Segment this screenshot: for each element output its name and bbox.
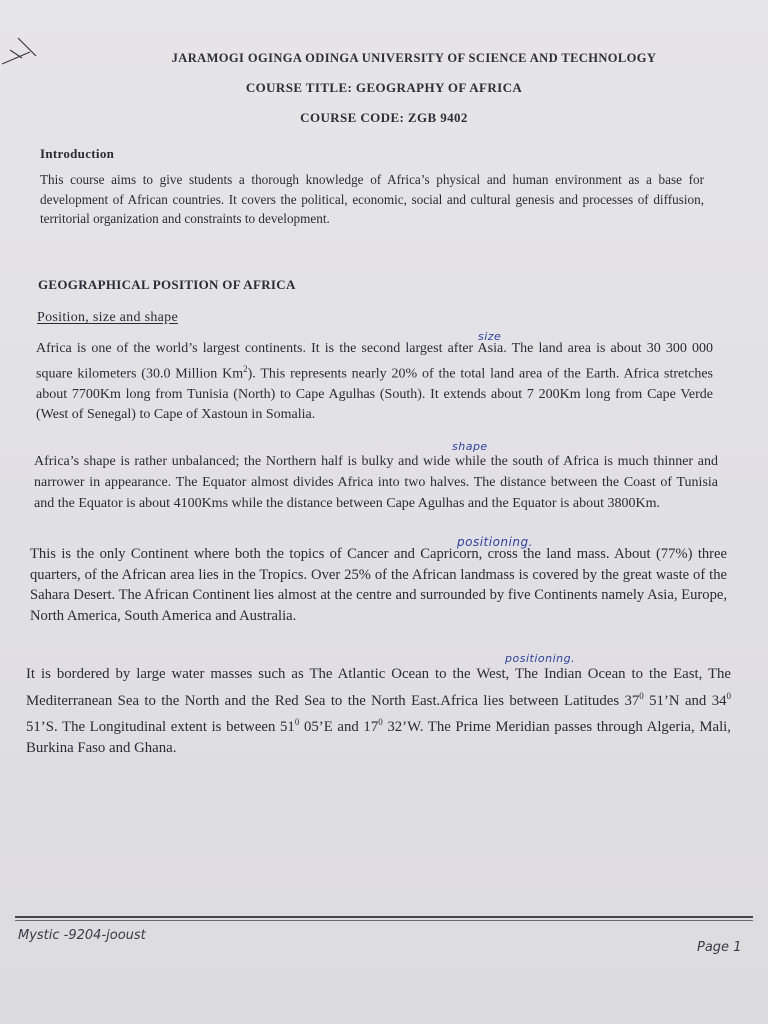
footer-rule: [15, 916, 753, 918]
p4-text-e: 32’W. The Prime Meridian passes through Algeria, Mali, Burkina Faso and Ghana.: [26, 718, 731, 757]
course-code: COURSE CODE: ZGB 9402: [300, 110, 468, 125]
p4-text-a: It is bordered by large water masses such as The Atlantic Ocean to the West, The Indian Ocean to the East, The Mediterranean Sea to the North and the Red Sea to the North East.Africa lies between Latitudes 37: [26, 666, 731, 709]
p4-text-b: 51’N and 34: [643, 692, 727, 709]
page-number: Page 1: [697, 940, 742, 955]
footer-author: Mystic -9204-jooust: [18, 928, 146, 943]
p4-text-d: 05’E and 17: [299, 718, 379, 735]
p1-text-a: Africa is one of the world’s largest continents. It is the second largest after Asia. The land area is about 30 300 000 square kilometers (30.0 Million Km: [36, 341, 713, 382]
handwritten-positioning-note: positioning.: [457, 535, 533, 549]
introduction-paragraph: This course aims to give students a thorough knowledge of Africa’s physical and human environment as a base for development of African countries. It covers the political, economic, social and cultural genesis and processes of diffusion, territorial organization and constraints to development.: [40, 172, 704, 226]
section-subheading: Position, size and shape: [37, 310, 178, 325]
p1-superscript: 2: [243, 364, 248, 374]
footer-rule-thin: [15, 920, 753, 921]
shape-paragraph: Africa’s shape is rather unbalanced; the Northern half is bulky and wide while the south of Africa is much thinner and narrower in appearance. The Equator almost divides Africa into two halves. The distance between the Coast of Tunisia and the Equator is about 4100Kms while the distance between Cape Agulhas and the Equator is about 3800Km.: [34, 454, 718, 511]
tropics-paragraph: This is the only Continent where both the topics of Cancer and Capricorn, cross the land mass. About (77%) three quarters, of the African area lies in the Tropics. Over 25% of the African landmass is covered by the great waste of the Sahara Desert. The African Continent lies almost at the centre and surrounded by five Continents namely Asia, Europe, North America, South America and Australia.: [30, 546, 727, 624]
size-paragraph: [36, 339, 713, 425]
p4-text-c: 51’S. The Longitudinal extent is between 51: [26, 718, 295, 735]
university-name: JARAMOGI OGINGA ODINGA UNIVERSITY OF SCIENCE AND TECHNOLOGY: [171, 51, 657, 65]
handwritten-positioning-note-2: positioning.: [505, 652, 576, 665]
handwritten-shape-note: shape: [452, 440, 488, 453]
handwritten-size-note: size: [478, 330, 502, 343]
p4-degree-1: 0: [639, 690, 644, 701]
section-heading: GEOGRAPHICAL POSITION OF AFRICA: [38, 277, 296, 292]
p4-degree-4: 0: [378, 716, 383, 727]
course-title: COURSE TITLE: GEOGRAPHY OF AFRICA: [245, 80, 523, 95]
introduction-heading: Introduction: [40, 146, 115, 161]
borders-paragraph: [26, 664, 731, 760]
p4-degree-2: 0: [726, 690, 732, 701]
p4-degree-3: 0: [294, 716, 300, 727]
p1-text-b: ). This represents nearly 20% of the total land area of the Earth. Africa stretches about 7700Km long from Tunisia (North) to Cape Agulhas (South). It extends about 7 200Km long from Cape Verde (West of Senegal) to Cape of Xastoun in Somalia.: [36, 366, 713, 422]
